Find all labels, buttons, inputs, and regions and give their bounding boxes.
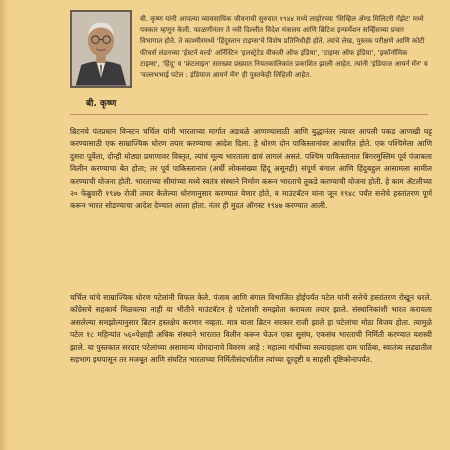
author-portrait-image [72, 12, 130, 86]
blurb-section-2 [70, 292, 432, 366]
author-name: बी. कृष्ण [86, 99, 117, 109]
blurb-paragraph-1: ब्रिटनचे पंतप्रधान विन्स्टन चर्चिल यांनी भारताच्या मार्गात अडथळे आणण्यासाठी आणि युद्धानंतर त्यावर आपली पकड आणखी घट्ट करण्यासाठी एक साम्राज्यिक धोरण तयार करण्याचा आदेश दिला. हे धोरण दोन पाकिस्तानांवर आधारित होते. एक पश्चिमेला आणि दुसरा पूर्वेला, दोन्ही मोठ्या प्रमाणावर विस्तृत, त्यांचं मूल्य भारताला द्यावं लागलं असतं. पश्चिम पाकिस्तानात बिगरमुस्लिम पूर्व पंजाबला विलीन करण्याचा बेत होता; तर पूर्व पाकिस्तानात (अर्धी लोकसंख्या हिंदू असूनही) संपूर्ण बंगाल आणि हिंदुबहुल आसामला सामील करण्याची योजना होती. भारताच्या सीमांच्या मध्ये स्वतंत्र संस्थाने निर्माण करून भारताचे तुकडे करण्याची योजना होती. हे काम ॲटलीच्या २० फेब्रुवारी १९४७ रोजी तयार केलेल्या धोरणानुसार करण्यात येणार होते, व माउंटबॅटन यांना जून १९४८ पर्यंत सत्तेचे हस्तांतरण पूर्ण करून भारत सोडण्याचा आदेश देण्यात आला होता. नंतर ही मुदत ऑगस्ट १९४७ करण्यात आली. [70, 127, 432, 211]
book-spine-edge [0, 0, 8, 450]
author-bio-text: बी. कृष्ण यांनी आपल्या व्यावसायिक जीवनाची सुरुवात १९४४ मध्ये लाहोरच्या 'सिव्हिल ॲण्ड मिलिटरी गॅझेट' मध्ये पत्रकार म्हणून केली. फाळणीनंतर ते नवी दिल्लीत विदेश मंत्रालय आणि ब्रिटिश इन्फर्मेशन सर्व्हिसच्या प्रचार विभागात होते. ते काश्मीरमध्ये 'हिंदुस्तान टाइम्स'चे विशेष प्रतिनिधीही होते. त्यांचे लेख, पुस्तक परीक्षणे आणि कोटी फीचर्स लंडनच्या 'ईस्टर्न वर्ल्ड' अर्निस्टिन 'इलस्ट्रेटेड वीकली ऑफ इंडिया', 'टाइम्स ऑफ इंडिया', 'इकॉनॉमिक टाइम्स', 'हिंदू' व 'फ्रंटलाइन' सारख्या प्रख्यात नियतकालिकांत प्रकाशित झाली आहेत. त्यांनी 'इंडियाज आयर्न मॅन' व 'वल्लभभाई पटेल : इंडियाज आयर्न मॅन' ही पुस्तकेही लिहिली आहेत. [140, 15, 428, 80]
blurb-section-1 [70, 126, 432, 213]
author-bio [140, 14, 428, 81]
blurb-paragraph-2: चर्चिल यांचे साम्राज्यिक धोरण पटेलांनी विफल केले. पंजाब आणि बंगाल विभाजित होईपर्यंत पटेल यांनी सत्तेचे हस्तांतरण रोखून धरले. काँग्रेसचे सहकार्य मिळवल्या नाही या भीतीने माउंटबॅटन हे पटेलांशी समझोता करायला तयार झाले. संस्थानिकांशी भारत करायला असलेल्या समझोत्यानुसार ब्रिटन हस्तक्षेप करणार नव्हता. मात्र याला ब्रिटन सरकार राजी झाले हा पटेलांचा मोठा विजय होता. त्यामुळे पटेल १८ महिन्यांत ५६०पेक्षाही अधिक संस्थाने भारतात विलीन करून घेऊन एका सुसंघ, एकसंध भारताची निर्मिती करण्यात यशस्वी झाले. या पुस्तकात सरदार पटेलांच्या असामान्य योगदानाचे विवरण आहे : महात्मा गांधींच्या सत्याग्रहाला दाम पाठिंबा, स्वातंत्र्य लढ्यातील सहभाग इथपासून तर मजबूत आणि संघटित भारताच्या निर्मितीसंदर्भातील त्यांच्या दूरदृष्टी व साहसी दृष्टिकोनापर्यंत. [70, 293, 432, 365]
divider [70, 114, 428, 115]
author-photo [70, 10, 132, 88]
